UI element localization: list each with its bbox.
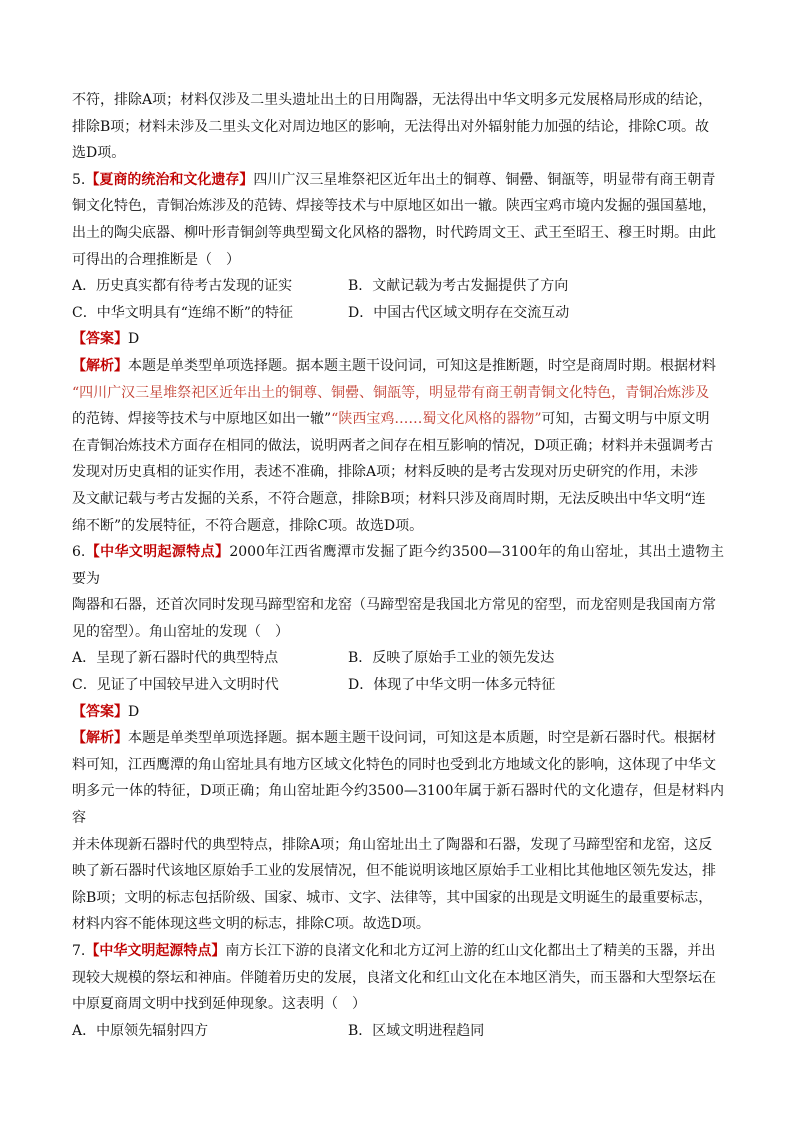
option-c: C．中华文明具有“连绵不断”的特征 (72, 304, 294, 321)
topic-tag: 【中华文明起源特点】 (85, 943, 226, 959)
options-row (72, 300, 724, 327)
text-line: 绵不断”的发展特征，不符合题意，排除C项。故选D项。 (72, 517, 424, 534)
answer-tag: 【答案】 (72, 703, 128, 720)
option-a: A．呈现了新石器时代的典型特点 (72, 650, 279, 667)
text-line: 出土的陶尖底器、柳叶形青铜剑等典型蜀文化风格的器物，时代跨周文王、武王至昭王、穆王时期。由此 (72, 224, 716, 241)
analysis-text: 本题是单类型单项选择题。据本题主题干设问词，可知这是推断题，时空是商周时期。根据材料 (128, 357, 716, 374)
topic-tag: 【夏商的统治和文化遗存】 (85, 171, 254, 188)
text-line: 材料内容不能体现这些文明的标志，排除C项。故选D项。 (72, 916, 430, 933)
option-d: D．体现了中华文明一体多元特征 (348, 677, 556, 694)
text-line: 陶器和石器，还首次同时发现马蹄型窑和龙窑（马蹄型窑是我国北方常见的窑型，而龙窑则是我国南方常 (72, 597, 716, 614)
option-a: A．历史真实都有待考古发现的证实 (72, 278, 293, 295)
option-a: A．中原领先辐射四方 (72, 1022, 209, 1039)
analysis-line (72, 353, 724, 380)
quote-line (72, 406, 724, 433)
question-stem (72, 938, 724, 965)
analysis-text: 本题是单类型单项选择题。据本题主题干设问词，可知这是本质题，时空是新石器时代。根据材 (128, 730, 716, 747)
document-page (72, 87, 724, 1044)
answer-line (72, 326, 724, 353)
question-stem (72, 539, 724, 592)
question-number: 5. (72, 171, 86, 188)
options-row (72, 672, 724, 699)
text-line: 排除B项；材料未涉及二里头文化对周边地区的影响，无法得出对外辐射能力加强的结论，排除C项。故 (72, 118, 709, 135)
question-5 (72, 167, 724, 539)
options-row (72, 1018, 724, 1045)
stem-text: 2000年江西省鹰潭市发掘了距今约3500—3100年的角山窑址，其出土遗物主要为 (72, 544, 724, 587)
text-line: 明多元一体的特征，D项正确；角山窑址距今约3500—3100年属于新石器时代的文化遗存，但是材料内容 (72, 783, 724, 827)
option-b: B．区域文明进程趋同 (348, 1022, 485, 1039)
text-line: 选D项。 (72, 145, 126, 162)
text-line: 并未体现新石器时代的典型特点，排除A项；角山窑址出土了陶器和石器，发现了马蹄型窑和龙窑，这反 (72, 836, 713, 853)
topic-tag: 【中华文明起源特点】 (85, 544, 230, 561)
intro-paragraph (72, 87, 724, 167)
quote-segment: 的范铸、焊接等技术与中原地区如出一辙” (72, 411, 332, 428)
text-line: 映了新石器时代该地区原始手工业的发展情况，但不能说明该地区原始手工业相比其他地区领先发达，排 (72, 863, 716, 880)
text-line: 中原夏商周文明中找到延伸现象。这表明（ ） (72, 996, 366, 1013)
answer-value: D (128, 703, 140, 720)
analysis-tag: 【解析】 (72, 730, 128, 747)
analysis-tag: 【解析】 (72, 357, 128, 374)
question-stem (72, 167, 724, 194)
text-line: 可得出的合理推断是（ ） (72, 251, 240, 268)
stem-text: 南方长江下游的良渚文化和北方辽河上游的红山文化都出土了精美的玉器，并出 (225, 943, 716, 959)
answer-tag: 【答案】 (72, 331, 128, 348)
option-b: B．反映了原始手工业的领先发达 (348, 650, 555, 667)
stem-text: 四川广汉三星堆祭祀区近年出土的铜尊、铜罍、铜瓿等，明显带有商王朝青 (253, 171, 716, 188)
quote-segment: “陕西宝鸡……蜀文化风格的器物” (331, 411, 542, 428)
question-7 (72, 938, 724, 1044)
analysis-line (72, 725, 724, 752)
quote-segment: 可知，古蜀文明与中原文明 (541, 411, 710, 428)
text-line: 现较大规模的祭坛和神庙。伴随着历史的发展，良渚文化和红山文化在本地区消失，而玉器和大型祭坛在 (72, 969, 716, 986)
answer-line (72, 699, 724, 726)
text-line: 料可知，江西鹰潭的角山窑址具有地方区域文化特色的同时也受到北方地域文化的影响，这体现了中华文 (72, 756, 716, 773)
option-c: C．见证了中国较早进入文明时代 (72, 677, 279, 694)
text-line: 除B项；文明的标志包括阶级、国家、城市、文字、法律等，其中国家的出现是文明诞生的最重要标志， (72, 889, 713, 906)
text-line: 不符，排除A项；材料仅涉及二里头遗址出土的日用陶器，无法得出中华文明多元发展格局形成的结论， (72, 92, 713, 108)
answer-value: D (128, 331, 140, 348)
text-line: 及文献记载与考古发掘的关系，不符合题意，排除B项；材料只涉及商周时期，无法反映出中华文明“连 (72, 490, 706, 507)
options-row (72, 645, 724, 672)
question-number: 7. (72, 943, 86, 959)
text-line: 在青铜冶炼技术方面存在相同的做法，说明两者之间存在相互影响的情况，D项正确；材料并未强调考古 (72, 437, 714, 454)
question-number: 6. (72, 544, 86, 561)
text-line: 发现对历史真相的证实作用，表述不准确，排除A项；材料反映的是考古发现对历史研究的作用，未涉 (72, 464, 699, 481)
text-line: 见的窑型）。角山窑址的发现（ ） (72, 623, 289, 640)
quote-line: “四川广汉三星堆祭祀区近年出土的铜尊、铜罍、铜瓿等，明显带有商王朝青铜文化特色，青铜冶炼涉及 (72, 384, 710, 401)
option-d: D．中国古代区域文明存在交流互动 (348, 304, 570, 321)
option-b: B．文献记载为考古发掘提供了方向 (348, 278, 569, 295)
question-6 (72, 539, 724, 938)
text-line: 铜文化特色，青铜冶炼涉及的范铸、焊接等技术与中原地区如出一辙。陕西宝鸡市境内发掘的强国墓地， (72, 198, 716, 215)
options-row (72, 273, 724, 300)
